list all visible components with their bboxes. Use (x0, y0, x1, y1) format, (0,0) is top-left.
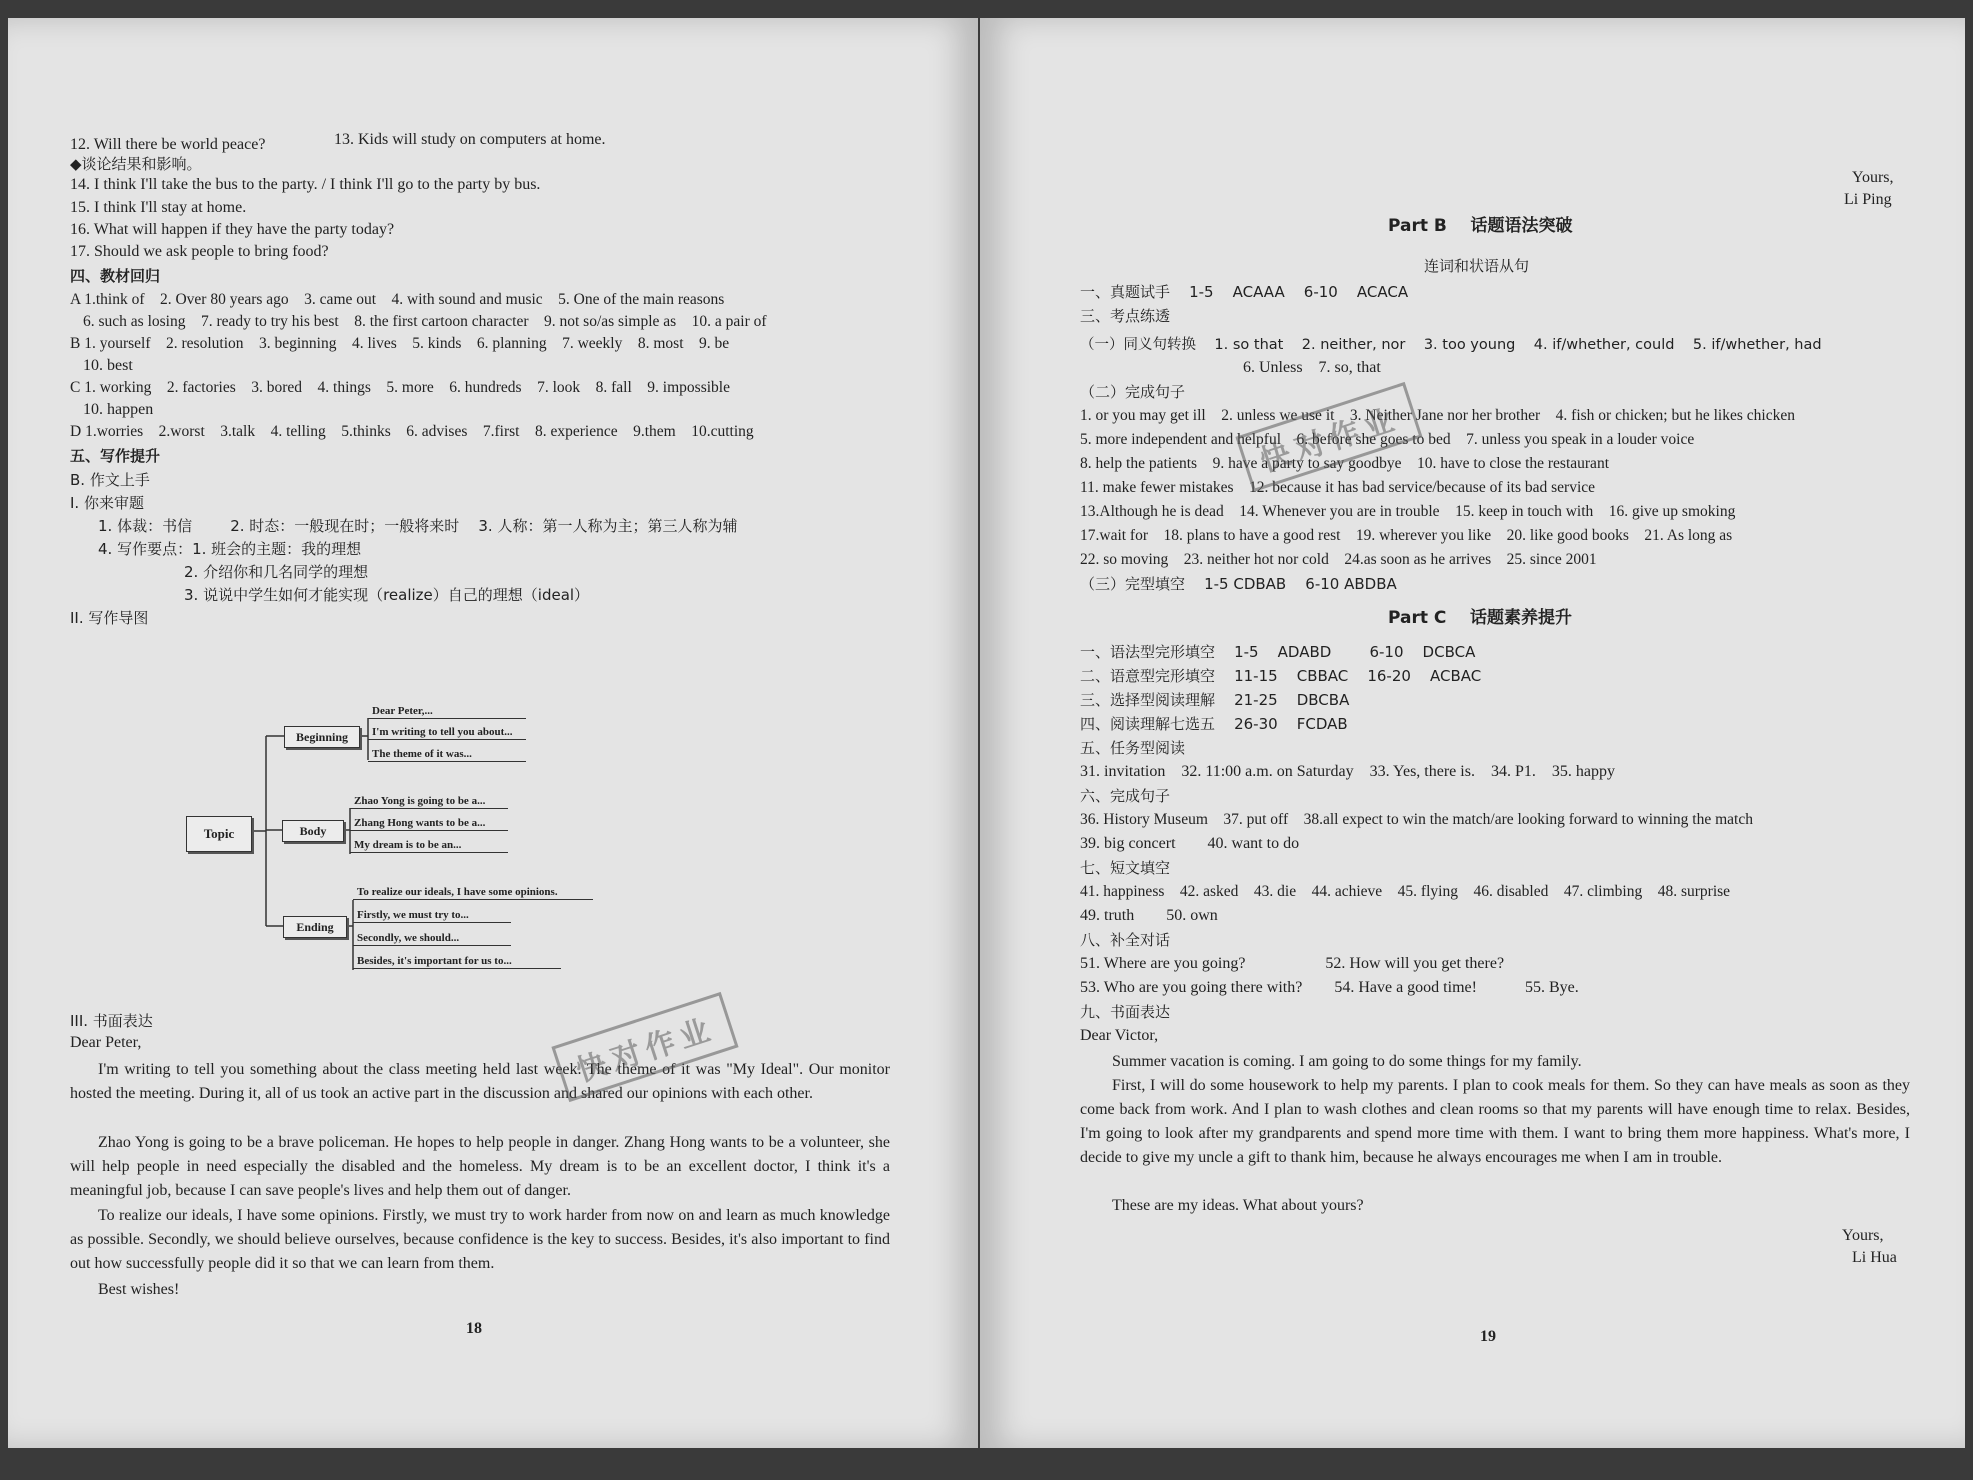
mindmap-leaf: Besides, it's important for us to... (353, 955, 561, 969)
mindmap-leaf: Zhang Hong wants to be a... (350, 817, 508, 831)
mindmap-leaf: Secondly, we should... (353, 932, 511, 946)
letter-paragraph: First, I will do some housework to help my parents. I plan to cook meals for them. So they can have meals as soon as they come back from work. And I plan to wash clothes and clean rooms so that my parents will have enough time to relax. Besides, I'm going to look after my grandparents and spend more time with them. I want to bring them more happiness. What's more, I decide to give my uncle a gift to thank him, because he always encourages me when I am in trouble. (1080, 1077, 1910, 1166)
answer-line: 39. big concert 40. want to do (1080, 835, 1300, 852)
answer-line: C 1. working 2. factories 3. bored 4. things 5. more 6. hundreds 7. look 8. fall 9. impossible (70, 379, 730, 396)
answer-line: 2. 介绍你和几名同学的理想 (184, 563, 369, 581)
mindmap-beginning: Beginning (284, 726, 360, 748)
part-c-title: Part C 话题素养提升 (1388, 608, 1573, 628)
answer-line: 10. best (83, 357, 133, 374)
section-heading: 九、书面表达 (1080, 1003, 1171, 1021)
answer-line: 13. Kids will study on computers at home. (334, 131, 606, 148)
mindmap-connectors (8, 18, 978, 1018)
letter-paragraph: These are my ideas. What about yours? (1112, 1197, 1364, 1214)
answer-line: 6. Unless 7. so, that (1243, 359, 1381, 376)
answer-line: 51. Where are you going? 52. How will you get there? (1080, 955, 1505, 972)
part-b-subtitle: 连词和状语从句 (1424, 257, 1530, 275)
mindmap-leaf: Firstly, we must try to... (353, 909, 511, 923)
answer-line: 49. truth 50. own (1080, 907, 1218, 924)
answer-line: 三、选择型阅读理解 21-25 DBCBA (1080, 691, 1350, 709)
answer-line: 1. or you may get ill 2. unless we use it 3. Neither Jane nor her brother 4. fish or chicken; but he likes chicken (1080, 407, 1795, 424)
mindmap-ending: Ending (283, 916, 347, 938)
answer-line: 13.Although he is dead 14. Whenever you are in trouble 15. keep in touch with 16. give up smoking (1080, 503, 1736, 520)
signoff-line: Li Hua (1852, 1249, 1897, 1266)
answer-line: 二、语意型完形填空 11-15 CBBAC 16-20 ACBAC (1080, 667, 1482, 685)
page-number: 18 (466, 1320, 482, 1337)
mindmap-leaf: To realize our ideals, I have some opinions. (353, 886, 593, 900)
answer-line: 17.wait for 18. plans to have a good rest 19. wherever you like 20. like good books 21. As long as (1080, 527, 1733, 544)
letter-greeting: Dear Victor, (1080, 1027, 1159, 1044)
section-note: ◆谈论结果和影响。 (70, 155, 202, 173)
signoff-line: Yours, (1842, 1227, 1884, 1244)
answer-line: （一）同义句转换 1. so that 2. neither, nor 3. too young 4. if/whether, could 5. if/whether, had (1080, 337, 1822, 353)
answer-line: 11. make fewer mistakes 12. because it has bad service/because of its bad service (1080, 479, 1596, 496)
answer-line: 4. 写作要点：1. 班会的主题：我的理想 (98, 540, 362, 558)
answer-line: （三）完型填空 1-5 CDBAB 6-10 ABDBA (1080, 575, 1397, 593)
section-heading: 八、补全对话 (1080, 931, 1171, 949)
answer-line: D 1.worries 2.worst 3.talk 4. telling 5.thinks 6. advises 7.first 8. experience 9.them 10.cutting (70, 423, 754, 440)
watermark-stamp: 快对作业 (551, 992, 738, 1102)
subsection-heading: I. 你来审题 (70, 494, 144, 512)
mindmap-leaf: The theme of it was... (368, 748, 526, 762)
essay-closing: Best wishes! (98, 1281, 180, 1298)
answer-line: 一、真题试手 1-5 ACAAA 6-10 ACACA (1080, 283, 1409, 301)
answer-line: 10. happen (83, 401, 154, 418)
page-number: 19 (1480, 1328, 1496, 1345)
mindmap-leaf: Dear Peter,... (368, 705, 526, 719)
essay-greeting: Dear Peter, (70, 1034, 142, 1051)
section-heading: 五、任务型阅读 (1080, 739, 1186, 757)
answer-line: A 1.think of 2. Over 80 years ago 3. came out 4. with sound and music 5. One of the main reasons (70, 291, 725, 308)
answer-line: 3. 说说中学生如何才能实现（realize）自己的理想（ideal） (184, 586, 590, 604)
answer-line: 15. I think I'll stay at home. (70, 199, 247, 216)
essay-paragraph: I'm writing to tell you something about the class meeting held last week. The theme of it was "My Ideal". Our monitor hosted the meeting. During it, all of us took an active part in the discussion and shared our opinions with each other. (70, 1061, 890, 1102)
mindmap-topic: Topic (186, 816, 252, 852)
answer-line: 四、阅读理解七选五 26-30 FCDAB (1080, 715, 1348, 733)
answer-line: 17. Should we ask people to bring food? (70, 243, 329, 260)
subsection-heading: III. 书面表达 (70, 1012, 153, 1030)
answer-line: 36. History Museum 37. put off 38.all expect to win the match/are looking forward to winning the match (1080, 811, 1753, 828)
answer-line: B 1. yourself 2. resolution 3. beginning 4. lives 5. kinds 6. planning 7. weekly 8. most 9. be (70, 335, 730, 352)
letter-paragraph: Summer vacation is coming. I am going to do some things for my family. (1112, 1053, 1582, 1070)
answer-line: 8. help the patients 9. have a party to say goodbye 10. have to close the restaurant (1080, 455, 1609, 472)
essay-paragraph: To realize our ideals, I have some opinions. Firstly, we must try to work harder from now on and learn as much knowledge as possible. Secondly, we should believe ourselves, because confidence is the key to success. Besides, it's also important to find out how successfully people did it so that we can learn from them. (70, 1207, 890, 1272)
answer-line: 12. Will there be world peace? (70, 136, 266, 153)
mindmap-body: Body (282, 820, 344, 842)
answer-line: 16. What will happen if they have the party today? (70, 221, 395, 238)
answer-line: 53. Who are you going there with? 54. Have a good time! 55. Bye. (1080, 979, 1579, 996)
left-page (8, 18, 978, 1448)
section-heading: 六、完成句子 (1080, 787, 1171, 805)
answer-line: 5. more independent and helpful 6. before she goes to bed 7. unless you speak in a louder voice (1080, 431, 1695, 448)
answer-line: 22. so moving 23. neither hot nor cold 24.as soon as he arrives 25. since 2001 (1080, 551, 1597, 568)
section-heading: （二）完成句子 (1080, 383, 1186, 401)
mindmap-leaf: Zhao Yong is going to be a... (350, 795, 508, 809)
section-heading: 七、短文填空 (1080, 859, 1171, 877)
answer-line: 14. I think I'll take the bus to the party. / I think I'll go to the party by bus. (70, 176, 541, 193)
watermark-stamp: 快对作业 (1235, 382, 1422, 492)
answer-line: 一、语法型完形填空 1-5 ADABD 6-10 DCBCA (1080, 643, 1476, 661)
answer-line: 41. happiness 42. asked 43. die 44. achieve 45. flying 46. disabled 47. climbing 48. surprise (1080, 883, 1731, 900)
section-heading: 四、教材回归 (70, 267, 161, 285)
mindmap-leaf: I'm writing to tell you about... (368, 726, 526, 740)
signoff-line: Yours, (1852, 169, 1894, 186)
answer-line: 6. such as losing 7. ready to try his best 8. the first cartoon character 9. not so/as simple as 10. a pair of (83, 313, 767, 330)
signoff-line: Li Ping (1844, 191, 1892, 208)
answer-line: 1. 体裁：书信 2. 时态：一般现在时；一般将来时 3. 人称：第一人称为主；第三人称为辅 (98, 517, 738, 535)
subsection-heading: II. 写作导图 (70, 609, 149, 627)
section-heading: 三、考点练透 (1080, 307, 1171, 325)
part-b-title: Part B 话题语法突破 (1388, 216, 1573, 236)
subsection-heading: B. 作文上手 (70, 471, 150, 489)
essay-paragraph: Zhao Yong is going to be a brave policeman. He hopes to help people in danger. Zhang Hong wants to be a volunteer, she will help people in need especially the disabled and the homeless. My dream is to be an excellent doctor, I think it's a meaningful job, because I can save people's lives and help them out of danger. (70, 1134, 890, 1199)
section-heading: 五、写作提升 (70, 447, 161, 465)
answer-line: 31. invitation 32. 11:00 a.m. on Saturday 33. Yes, there is. 34. P1. 35. happy (1080, 763, 1615, 780)
right-page (980, 18, 1965, 1448)
mindmap-leaf: My dream is to be an... (350, 839, 508, 853)
